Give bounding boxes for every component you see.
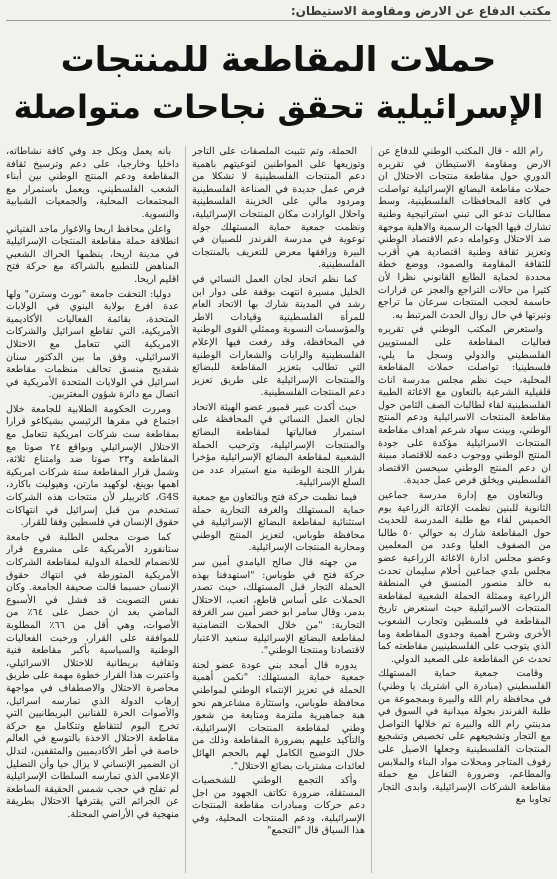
article-paragraph: يدوره قال أمجد بني عودة عضو لجنة جمعية حماية المستهلك: "نكمن أهمية الحملة في تعزيز الإنتماء الوطني لمواطني محافظة طوباس، واستثارة مشاعرهم نحو هبة جماهيرية ملتزمة ومتابعة من شعور وطني لمقاطعة المنتجات الإسرائيلية، والتأكيد عليهم بضرورة المقاطعة وذلك من خلال التوضيح الكامل لهم بالحجم الهائل لعائدات مشتريات بضائع الاحتلال". [192,659,365,772]
column-divider [185,146,186,873]
headline-line-1: حملات المقاطعة للمنتجات [60,40,497,80]
article-paragraph: فيما نظمت حركة فتح وبالتعاون مع جمعية حماية المستهلك والغرفة التجارية حملة استثنائية لمقاطعة البضائع الإسرائيلية في محافظة طوباس، لتعزيز المنتج الوطني ومحاربة المنتجات الإسرائيلية. [192,492,365,554]
article-paragraph: واستعرض المكتب الوطني في تقريره فعاليات المقاطعة على المستويين الفلسطيني والدولي وسجل ما يلي، فلسطينيا: تواصلت حملات المقاطعة المحلية، حيث نظم مجلس مدرسة اناث قلقيلية الشرعية بالتعاون مع الاغاثة الطبية الفلسطينية لقاء لطالبات الصف الثامن حول مقاطعة المنتجات الاسرائيلية ودعم المنتج الوطني، وبينت سهاد شرعم اهداف مقاطعة المنتجات الاسرائيلية مؤكدة على جودة المنتج الوطني ووجوب دعمه للاقتصاد مبينة ان دعم المنتج الوطني سيحسن الاقتصاد الفلسطيني ويخلق فرص عمل جديدة. [378,324,551,487]
article-paragraph: بأنه يعمل وبكل جد وفي كافة نشاطاته، داخليا وخارجيا، على دعم وترسيخ ثقافة المقاطعة ودعم المنتج الوطني بين أبناء الشعب الفلسطيني، ويعمل باستمرار مع المجتمعات المحلية، والجمعيات الشبابية والنسوية. [6,146,179,220]
column-1 [378,146,551,873]
article-paragraph: وبالتعاون مع إدارة مدرسة جماعين الثانوية للبنين نظمت الإغاثة الزراعية يوم الخميس لقاء مع طلبة المدرسة للحديث حول المقاطعة شارك به حوالي ٥٠ طالبا من الصفوف العليا وعدد من المعلمين وعضو مجلس ادارة الاغاثة الزراعية عضو مجلس بلدي جماعين أحلام سليمان تحدث به خالد منصور المنسق في المنطقة الزراعية وممثلة الحملة الشعبية لمقاطعة المنتجات الاسرائيلية حيث استعرض تاريخ المقاطعة في فلسطين وتجارب الشعوب الأخرى وشرح أهمية وجدوى المقاطعة وما الذي يتوجب على الفلسطينيين مقاطعته كما تحدث عن المقاطعة على الصعيد الدولي. [378,490,551,665]
column-divider [371,146,372,873]
column-3 [6,146,179,873]
article-paragraph: واعلن محافظ اريحا والاغوار ماجد الفتياني انطلاقة حملة مقاطعة المنتجات الإسرائيلية في مدينة اريحا، ينظمها الحراك الشعبي المناهض للتطبيع بالشراكة مع حركة فتح اقليم اريحا. [6,223,179,285]
article-paragraph: رام الله - قال المكتب الوطني للدفاع عن الارض ومقاومة الاستيطان في تقريره الدوري حول مقاطعة منتجات الاحتلال ان حملات مقاطعة البضائع الإسرائيلية تواصلت في كافة المحافظات الفلسطينية، وسط مطالبات تدعو الى تبني استراتيجية وطنية تشارك فيها الجهات الرسمية والاهلية موجهة ضد الاحتلال وعوامله دعم الاقتصاد الوطني وتعزيز ثقافة وطنية اقتصادية هي أقرب للثقافة المقاومة والصمود، ووضع خطة محددة لحماية الطابع القانوني نظرا لأن كثيرا من حالات التراجع والعجز عن قرارات حاسمة لحجب المنتجات سرعان ما تراجع وتيرتها في حال زوال الحدث المرتبط به. [378,146,551,321]
article-paragraph: كما صوت مجلس الطلبة في جامعة ستانفورد الأمريكية على مشروع قرار للانضمام للحملة الدولية لمقاطعة الشركات الأمريكية المتورطة في انتهاك حقوق الإنسان حسبما قالت صحيفة الجامعة. وكان نفس التصويت قد فشل في الأسبوع الماضي بعد ان حصل على ٦٤٪ من الأصوات، وهي أقل من ٦٦٪ المطلوبة للموافقة على القرار، ورحبت الفعاليات الوطنية والسياسية بأكبر مقاطعة فنية وثقافية بريطانية للاحتلال الاسرائيلي، واعتبرت هذا القرار خطوة مهمة على طريق محاصرة الاحتلال والاصطفاف في مواجهة إرهاب الدولة الذي تمارسه اسرائيل، والأصوات الحرة للفنانين البريطانيين التي تخرج اليوم لتتقاطع وتتكامل مع حركة مقاطعة الاحتلال الاخذة بالتوسع في العالم خاصة في أطر الأكاديميين والمثقفين، لتدلل ان الضمير الإنساني لا يزال حيا وأن التضليل الإعلامي الذي تمارسه السلطات الإسرائيلية لم تفلح في حجب شمس الحقيقة الساطعة عن الجرائم التي يقترفها الاحتلال بطريقة منهجية في الأراضي المحتلة. [6,531,179,820]
article-paragraph: وأكد التجمع الوطني للشخصيات المستقلة، ضرورة تكاتف الجهود من اجل دعم حركات ومبادرات مقاطعة المنتجات الإسرائيلية، ودعم المنتجات المحلية، وفي هذا السياق قال "التجمع" [192,775,365,837]
column-2 [192,146,365,873]
section-kicker: مكتب الدفاع عن الارض ومقاومة الاستيطان: [6,4,551,21]
article-columns [6,146,551,873]
article-paragraph: حيث أكدت عبير قميور عضو الهيئة الاتحاد لجان العمل النسائي في المحافظة على استمرار فعالياتها لمقاطعة البضائع والمنتجات الإسرائيلية، وترحيب الحملة الشعبية لمقاطعة البضائع الإسرائيلية مؤخرا بقرار اللجنة الوطنية منع استيراد عدد من السلع الإسرائيلية. [192,401,365,489]
article-paragraph: دوليا: التحقت جامعة "نورث وسترن" ولها عدة افرع بولاية الينوي في الولايات المتحدة، بقائمة الفعاليات الأكاديمية الأمريكية، التي تقاطع اسرائيل والشركات الامريكية التي تتعامل مع الاحتلال الاسرائيلي، وفق ما بين الدكتور سنان شقديح منسق تحالف منظمات مقاطعة اسرائيل في الولايات المتحدة الأمريكية في اتصال مع دائرة شؤون المغتربين. [6,288,179,401]
article-paragraph: ومررت الحكومة الطلابية للجامعة خلال اجتماع في مقرها الرئيسي بشيكاغو قرارا بمقاطعة ست شركات امريكية تتعامل مع الاحتلال الإسرائيلي وبواقع ٢٤ صوتا مع المقاطعة و٢٣ صوتا ضد وامتناع ثلاثة، وشمل قرار المقاطعة ستة شركات امريكية اهمها بوينغ، لوكهيد مارتن، وهيوليت باكارد، G4S، كاتربيلر لأن منتجات هذه الشركات تستخدم من قبل إسرائيل في انتهاكات حقوق الإنسان في فلسطين وفقا للقرار. [6,403,179,529]
article-paragraph: من جهته قال صالح اليامدي أمين سر حركة فتح في طوباس: "استهدفنا بهذه الحملة التجار قبل المستهلك، حيث تصدر الحملات على أساس قاطع، اتعب، الاحتلال بدمر، وقال سامر ابو خضر أمين سر الغرفة التجارية: "من خلال الحملات التضامنية لمقاطعة البضائع الإسرائيلية سنعيد الاعتبار لاقتصادنا ومنتجنا الوطني". [192,557,365,657]
headline-line-2: الإسرائيلية تحقق نجاحات متواصلة [13,88,544,126]
article-paragraph: وقامت جمعية حماية المستهلك الفلسطيني (مبادرة الي اشتريك يا وطني) في محافظة رام الله والبيرة وبمجموعة من طلبة الفرندز بجولة ميدانية في السوق في مدينتي رام الله والبيرة تم خلالها التواصل مع التجار وتشجيعهم على تخصيص وتشجيع المنتجات الفلسطينية وجعلها الاصيل على رفوف المتاجر ومحلات مواد البناء والملابس والمطاعم، وضرورة التفاعل مع حملة مقاطعة الشركات الإسرائيلية، وابدى التجار تجاوبا مع [378,668,551,806]
article-paragraph: كما نظم اتحاد لجان العمل النسائي في الخليل مسيرة انتهت بوقفة على دوار ابن رشد في المدينة شارك بها الاتحاد العام للمرأة الفلسطينية وقيادات الاطر والمؤسسات النسوية وممثلي القوى الوطنية في المحافظة، وقد رفعت فيها الإعلام الفلسطينية والرايات والشعارات الوطنية التي تطالب بتعزيز المقاطعة للبضائع والمنتجات الإسرائيلية على طريق تعزيز دعم المنتجات الفلسطينية. [192,273,365,399]
article-paragraph: الحملة، وتم تثبيت الملصقات على التاجر وتوزيعها على المواطنين لتوعيتهم باهمية دعم المنتجات الفلسطينية لا تشكلا من فرص عمل جديدة في الصناعة الفلسطينية ومردود مالي على الخزينة الفلسطينية واحلال الوارادت مكان المنتجات الإسرائيلية، ونظمت جمعية حماية المستهلك جولة توعوية في مدرسة الفرندز للصبيان في البيرة ورافقها معرض للتعريف بالمنتجات الفلسطينية. [192,146,365,271]
